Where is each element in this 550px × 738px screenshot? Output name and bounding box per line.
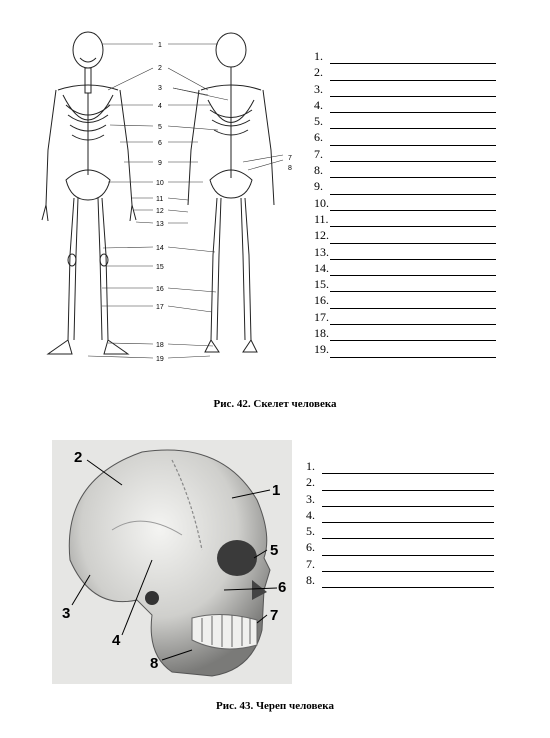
answer-number: 6. [306,540,315,555]
answer-row[interactable] [314,276,496,292]
answer-row[interactable] [306,474,494,490]
answer-number: 14. [314,260,329,275]
answer-row[interactable] [306,572,494,588]
skull-label-7: 7 [270,607,279,624]
answer-number: 5. [306,524,315,539]
skeleton-label-4: 4 [158,103,162,110]
skull-illustration [52,440,292,684]
answer-row[interactable] [314,48,496,64]
answer-row[interactable] [314,162,496,178]
answer-line[interactable] [322,495,494,507]
skeleton-label-17: 17 [156,304,164,311]
skeleton-label-7: 7 [288,155,292,162]
answer-row[interactable] [314,129,496,145]
skull-label-5: 5 [270,542,279,559]
skeleton-answer-list [314,48,496,358]
answer-row[interactable] [314,260,496,276]
answer-row[interactable] [314,113,496,129]
answer-number: 12. [314,228,329,243]
answer-number: 3. [314,81,323,96]
answer-row[interactable] [306,491,494,507]
answer-line[interactable] [322,576,494,588]
answer-row[interactable] [314,292,496,308]
skull-answer-list [306,458,494,588]
answer-line[interactable] [330,52,496,64]
answer-number: 2. [314,65,323,80]
answer-line[interactable] [330,85,496,97]
answer-line[interactable] [330,280,496,292]
answer-row[interactable] [314,97,496,113]
answer-line[interactable] [330,117,496,129]
answer-row[interactable] [314,244,496,260]
answer-line[interactable] [330,232,496,244]
answer-number: 3. [306,491,315,506]
answer-line[interactable] [330,134,496,146]
answer-line[interactable] [330,101,496,113]
answer-number: 1. [314,49,323,63]
skeleton-label-8: 8 [288,165,292,172]
skeleton-label-6: 6 [158,140,162,147]
answer-row[interactable] [314,146,496,162]
answer-line[interactable] [330,329,496,341]
answer-row[interactable] [314,325,496,341]
skeleton-label-10: 10 [156,180,164,187]
answer-line[interactable] [322,527,494,539]
skeleton-label-19: 19 [156,356,164,363]
skeleton-label-15: 15 [156,264,164,271]
answer-row[interactable] [314,178,496,194]
answer-row[interactable] [314,211,496,227]
answer-row[interactable] [314,227,496,243]
answer-number: 1. [306,459,315,473]
answer-line[interactable] [330,166,496,178]
answer-number: 15. [314,277,329,292]
answer-number: 10. [314,195,329,210]
skeleton-label-12: 12 [156,208,164,215]
answer-number: 5. [314,114,323,129]
answer-line[interactable] [322,544,494,556]
answer-line[interactable] [330,215,496,227]
answer-row[interactable] [306,556,494,572]
answer-number: 2. [306,475,315,490]
skull-label-3: 3 [62,605,71,622]
answer-line[interactable] [330,297,496,309]
answer-row[interactable] [314,195,496,211]
skull-label-8: 8 [150,655,159,672]
answer-row[interactable] [306,539,494,555]
figure2-caption: Рис. 43. Череп человека [216,700,334,712]
skeleton-label-2: 2 [158,65,162,72]
answer-number: 4. [306,507,315,522]
answer-line[interactable] [330,199,496,211]
answer-line[interactable] [330,183,496,195]
answer-number: 8. [306,573,315,588]
skull-label-2: 2 [74,449,83,466]
skeleton-label-11: 11 [156,196,164,203]
answer-number: 7. [314,146,323,161]
answer-row[interactable] [314,309,496,325]
answer-number: 11. [314,211,329,226]
answer-number: 19. [314,342,329,357]
skull-label-6: 6 [278,579,287,596]
figure1-caption: Рис. 42. Скелет человека [213,398,337,410]
skull-label-1: 1 [272,482,281,499]
answer-number: 7. [306,556,315,571]
answer-line[interactable] [330,248,496,260]
answer-row[interactable] [306,507,494,523]
answer-row[interactable] [314,341,496,357]
skeleton-label-9: 9 [158,160,162,167]
answer-line[interactable] [330,346,496,358]
answer-row[interactable] [314,64,496,80]
skeleton-label-1: 1 [158,42,162,49]
skeleton-label-16: 16 [156,286,164,293]
answer-number: 18. [314,326,329,341]
skeleton-label-13: 13 [156,221,164,228]
answer-line[interactable] [322,479,494,491]
answer-line[interactable] [322,560,494,572]
answer-line[interactable] [322,462,494,474]
answer-row[interactable] [306,523,494,539]
skull-label-4: 4 [112,632,121,649]
answer-line[interactable] [330,313,496,325]
answer-number: 6. [314,130,323,145]
answer-line[interactable] [330,264,496,276]
answer-number: 16. [314,293,329,308]
answer-row[interactable] [314,81,496,97]
answer-number: 4. [314,97,323,112]
answer-line[interactable] [330,150,496,162]
answer-number: 8. [314,163,323,178]
answer-number: 13. [314,244,329,259]
skeleton-label-3: 3 [158,85,162,92]
answer-line[interactable] [322,511,494,523]
answer-number: 17. [314,309,329,324]
answer-number: 9. [314,179,323,194]
answer-row[interactable] [306,458,494,474]
skeleton-label-18: 18 [156,342,164,349]
skeleton-illustration [38,30,310,370]
skeleton-label-14: 14 [156,245,164,252]
skeleton-label-5: 5 [158,124,162,131]
answer-line[interactable] [330,69,496,81]
